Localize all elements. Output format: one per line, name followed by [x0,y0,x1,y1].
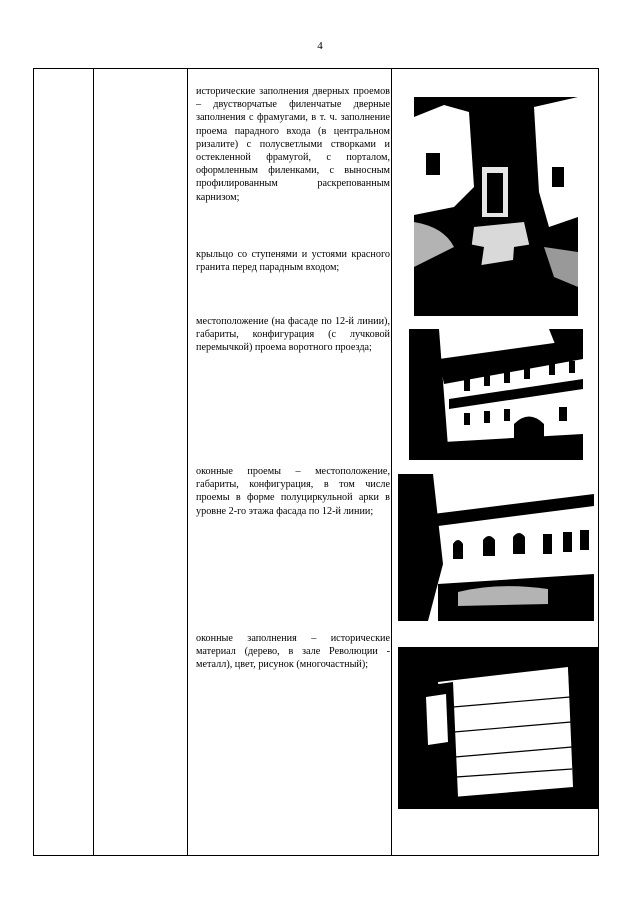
row-text-entrance-doors: исторические заполнения дверных проемов – двустворчатые филенчатые дверные заполнения с фрамугами, в т. ч. заполнение проема парадного входа (в центральном ризалите) с полусветлыми створками и остекленной фрамугой, с порталом, оформленным филенками, с выносным профилированным раскрепованным карнизом; [196,86,390,203]
row-text-gate-opening: местоположение (на фасаде по 12-й линии), габариты, конфигурация (с лучковой перемычкой) проема воротного проезда; [196,316,390,354]
column-divider [93,69,94,855]
row-text-porch: крыльцо со ступенями и устоями красного гранита перед парадным входом; [196,249,390,274]
row-text-window-openings: оконные проемы – местоположение, габариты, конфигурация, в том числе проемы в форме полуциркульной арки в уровне 2-го этажа фасада по 12-й линии; [196,466,390,517]
column-divider [187,69,188,855]
facade-windows-photo [398,474,594,621]
window-fillings-photo [398,647,598,809]
column-divider [391,69,392,855]
building-entrance-photo [414,97,578,316]
facade-gate-photo [409,329,583,460]
protected-elements-table [33,68,599,856]
page-number: 4 [317,40,323,52]
row-text-window-fillings: оконные заполнения – исторические материал (дерево, в зале Революции - металл), цвет, рисунок (многочастный); [196,633,390,671]
